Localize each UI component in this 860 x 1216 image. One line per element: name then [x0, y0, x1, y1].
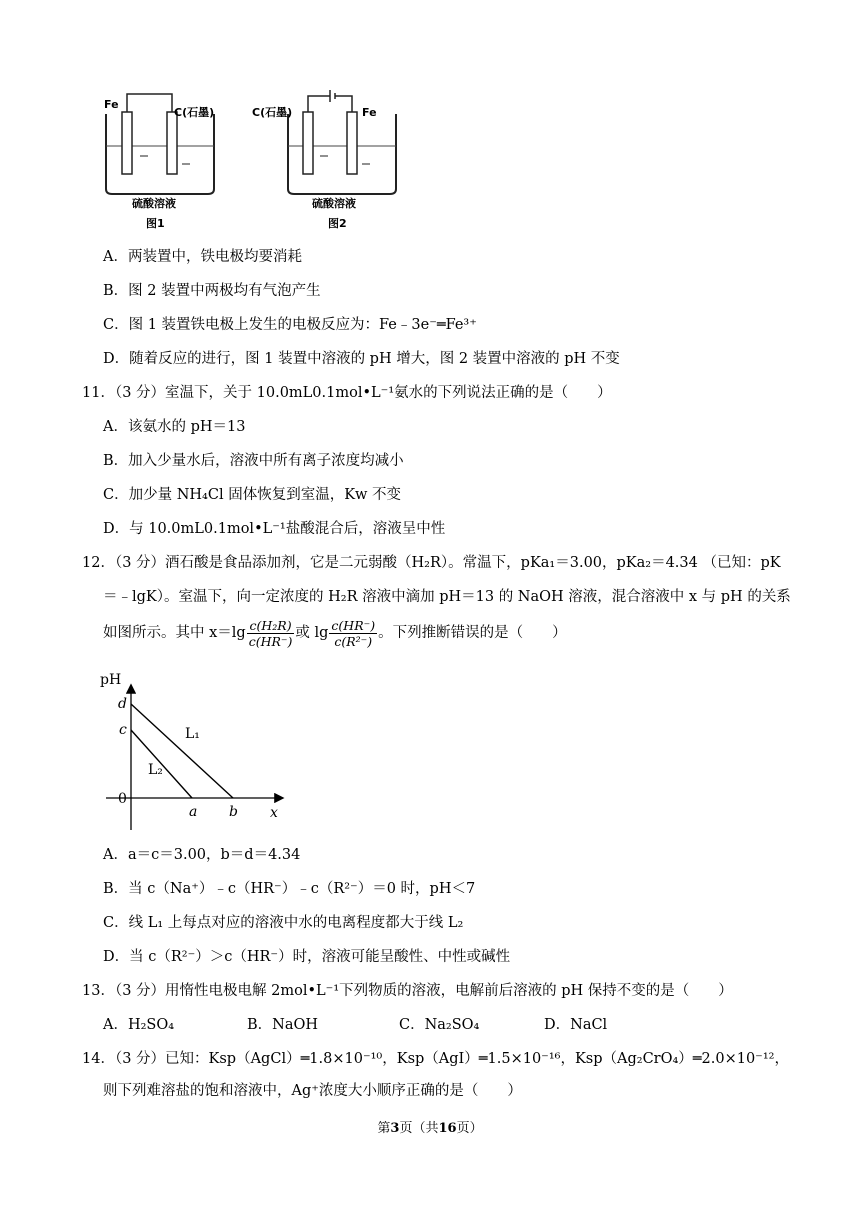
figure-2	[252, 90, 396, 230]
y-axis-label: pH	[100, 672, 122, 688]
page-footer	[0, 1117, 860, 1136]
q11-option-d: D．与 10.0mL0.1mol•L⁻¹盐酸混合后，溶液呈中性	[103, 521, 446, 537]
q14-stem-line2: 则下列难溶盐的饱和溶液中，Ag⁺浓度大小顺序正确的是（ ）	[103, 1083, 522, 1099]
line-L2-label: L₂	[148, 762, 163, 778]
fig1-left-label: Fe	[104, 98, 119, 111]
q14-stem-line1: 14．（3 分）已知：Ksp（AgCl）═1.8×10⁻¹⁰，Ksp（AgI）═1.5×10⁻¹⁶，Ksp（Ag₂CrO₄）═2.0×10⁻¹²，	[82, 1051, 789, 1067]
figure-1	[104, 94, 214, 230]
footer-total-pages: 16	[438, 1121, 457, 1136]
point-d-label: d	[118, 696, 127, 712]
frac1-numerator: c(H₂R)	[247, 618, 295, 634]
frac2-denominator: c(R²⁻)	[334, 633, 373, 649]
q10-option-b: B．图 2 装置中两极均有气泡产生	[103, 283, 321, 299]
q12-stem-pre: 如图所示。其中 x＝lg	[103, 625, 246, 641]
q11-option-a: A．该氨水的 pH＝13	[103, 419, 246, 435]
q12-option-d: D．当 c（R²⁻）＞c（HR⁻）时，溶液可能呈酸性、中性或碱性	[103, 949, 511, 965]
q12-stem-mid: 或 lg	[295, 625, 329, 641]
fig1-right-label: C(石墨)	[174, 106, 215, 119]
footer-pre: 第	[377, 1121, 391, 1136]
x-axis-label: x	[270, 805, 278, 821]
q12-option-a: A．a＝c＝3.00，b＝d＝4.34	[103, 847, 301, 863]
point-c-label: c	[119, 722, 127, 738]
fig1-caption: 图1	[146, 217, 165, 230]
frac2-numerator: c(HR⁻)	[331, 617, 376, 633]
line-L1	[131, 704, 233, 798]
q10-option-d: D．随着反应的进行，图 1 装置中溶液的 pH 增大，图 2 装置中溶液的 pH 不变	[103, 351, 620, 367]
q10-option-c: C．图 1 装置铁电极上发生的电极反应为：Fe﹣3e⁻═Fe³⁺	[103, 317, 477, 333]
origin-label: 0	[118, 791, 127, 807]
q13-stem: 13．（3 分）用惰性电极电解 2mol•L⁻¹下列物质的溶液，电解前后溶液的 pH 保持不变的是（ ）	[82, 983, 733, 999]
q12-option-b: B．当 c（Na⁺）﹣c（HR⁻）﹣c（R²⁻）＝0 时，pH＜7	[103, 881, 476, 897]
q11-option-b: B．加入少量水后，溶液中所有离子浓度均减小	[103, 453, 404, 469]
fig2-left-label: C(石墨)	[252, 106, 293, 119]
electrolysis-figures	[100, 84, 400, 234]
point-a-label: a	[189, 804, 198, 820]
fraction-h2r-hr	[247, 618, 295, 649]
fig2-solution: 硫酸溶液	[312, 197, 356, 210]
fig2-right-label: Fe	[362, 106, 377, 119]
footer-page-number: 3	[390, 1121, 400, 1136]
q12-stem-line1: 12．（3 分）酒石酸是食品添加剂，它是二元弱酸（H₂R）。常温下，pKa₁＝3.00，pKa₂＝4.34 （已知：pK	[82, 555, 781, 571]
ph-x-graph	[98, 664, 290, 836]
q13-option-b: B．NaOH	[247, 1017, 319, 1033]
frac1-denominator: c(HR⁻)	[248, 633, 293, 649]
q11-option-c: C．加少量 NH₄Cl 固体恢复到室温，Kw 不变	[103, 487, 402, 503]
q12-stem-line3	[103, 616, 567, 650]
q10-option-a: A．两装置中，铁电极均要消耗	[103, 249, 302, 265]
footer-post: 页）	[456, 1121, 483, 1136]
line-L1-label: L₁	[185, 726, 200, 742]
fig1-solution: 硫酸溶液	[132, 197, 176, 210]
q12-option-c: C．线 L₁ 上每点对应的溶液中水的电离程度都大于线 L₂	[103, 915, 464, 931]
fraction-hr-r	[329, 618, 377, 649]
footer-mid: 页（共	[399, 1121, 439, 1136]
fig2-caption: 图2	[328, 217, 347, 230]
q12-stem-post: 。下列推断错误的是（ ）	[378, 625, 567, 641]
q11-stem: 11．（3 分）室温下，关于 10.0mL0.1mol•L⁻¹氨水的下列说法正确的是（ ）	[82, 385, 612, 401]
q13-option-a: A．H₂SO₄	[103, 1017, 175, 1033]
q13-option-d: D．NaCl	[544, 1017, 608, 1033]
q12-stem-line2: ＝﹣lgK）。室温下，向一定浓度的 H₂R 溶液中滴加 pH＝13 的 NaOH 溶液，混合溶液中 x 与 pH 的关系	[103, 589, 791, 605]
point-b-label: b	[229, 804, 238, 820]
q13-option-c: C．Na₂SO₄	[399, 1017, 480, 1033]
